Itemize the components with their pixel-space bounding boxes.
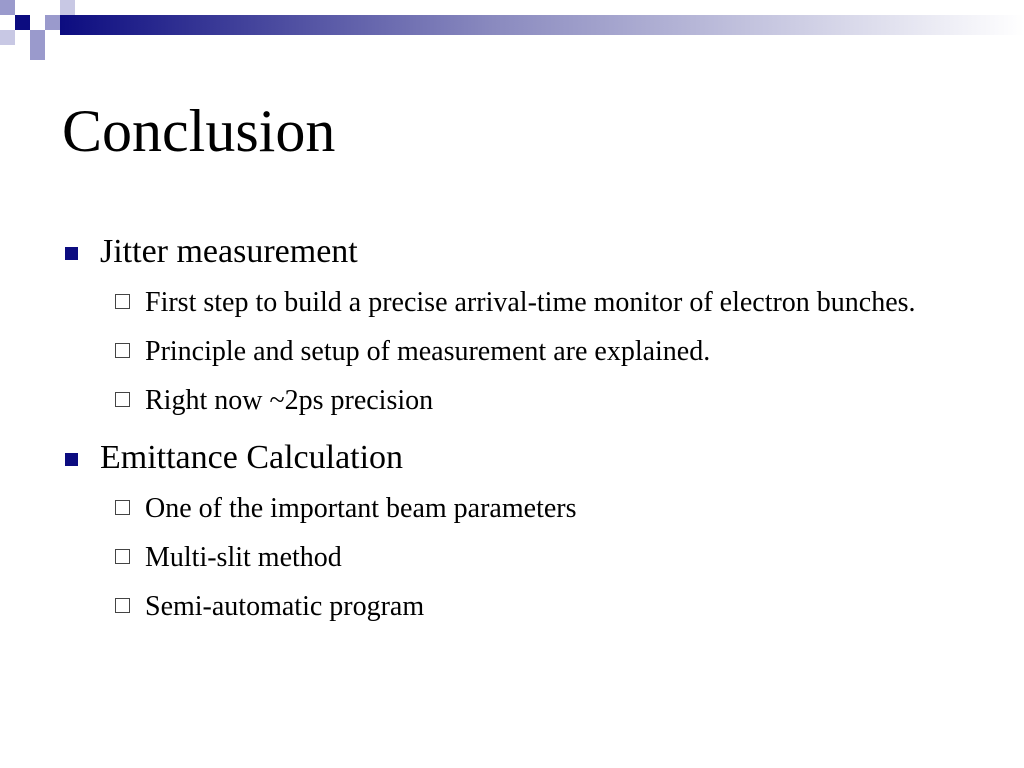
- sub-bullet-text: Multi-slit method: [145, 542, 342, 573]
- square-bullet-icon: [65, 247, 78, 260]
- sub-bullet-item: [145, 586, 982, 628]
- sub-bullet-item: [145, 331, 982, 373]
- sub-bullet-text: Semi-automatic program: [145, 591, 425, 622]
- hollow-square-bullet-icon: [115, 294, 130, 309]
- hollow-square-bullet-icon: [115, 392, 130, 407]
- hollow-square-bullet-icon: [115, 549, 130, 564]
- sub-bullet-text: Principle and setup of measurement are explained.: [145, 336, 711, 367]
- deco-square: [30, 30, 45, 45]
- slide-title: Conclusion: [62, 98, 336, 164]
- deco-square: [0, 30, 15, 45]
- hollow-square-bullet-icon: [115, 343, 130, 358]
- deco-square: [60, 0, 75, 15]
- square-bullet-icon: [65, 453, 78, 466]
- deco-square: [45, 15, 60, 30]
- bullet-item: [62, 230, 982, 274]
- deco-square: [0, 0, 15, 15]
- sub-bullet-text: First step to build a precise arrival-time monitor of electron bunches.: [145, 287, 916, 318]
- bullet-list: [62, 230, 982, 642]
- deco-square: [15, 15, 30, 30]
- sub-bullet-text: One of the important beam parameters: [145, 493, 577, 524]
- sub-bullet-list: [62, 488, 982, 628]
- hollow-square-bullet-icon: [115, 598, 130, 613]
- bullet-heading: Emittance Calculation: [100, 439, 404, 476]
- sub-bullet-item: [145, 282, 982, 324]
- sub-bullet-text: Right now ~2ps precision: [145, 385, 434, 416]
- sub-bullet-item: [145, 380, 982, 422]
- header-gradient-band: [60, 15, 1024, 35]
- sub-bullet-item: [145, 537, 982, 579]
- sub-bullet-list: [62, 282, 982, 422]
- bullet-heading: Jitter measurement: [100, 233, 358, 270]
- sub-bullet-item: [145, 488, 982, 530]
- hollow-square-bullet-icon: [115, 500, 130, 515]
- bullet-item: [62, 436, 982, 480]
- header-decoration: [0, 0, 1024, 64]
- deco-square: [30, 45, 45, 60]
